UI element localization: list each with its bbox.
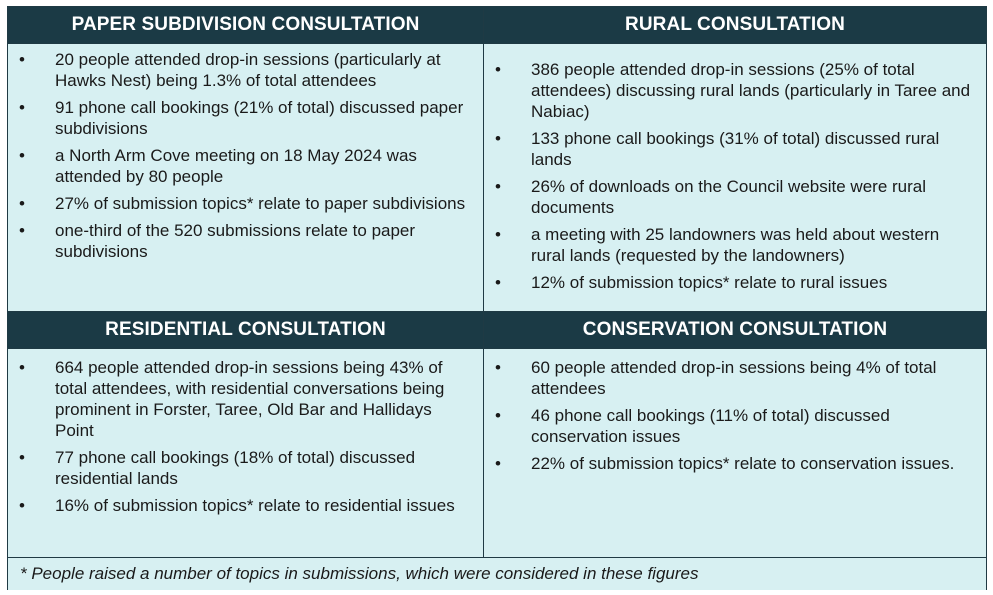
list-item: • a North Arm Cove meeting on 18 May 2024 was attended by 80 people: [8, 145, 483, 187]
residential-cell: [8, 349, 484, 557]
header-row-bottom: [8, 312, 986, 349]
residential-heading: RESIDENTIAL CONSULTATION: [8, 312, 484, 349]
residential-list: [8, 357, 483, 516]
rural-list: [484, 59, 986, 293]
list-item: • 27% of submission topics* relate to paper subdivisions: [8, 193, 483, 214]
conservation-cell: [484, 349, 986, 557]
list-item: • 386 people attended drop-in sessions (25% of total attendees) discussing rural lands (particularly in Taree and Nabiac): [484, 59, 986, 122]
list-item: • 664 people attended drop-in sessions being 43% of total attendees, with residential conversations being prominent in Forster, Taree, Old Bar and Hallidays Point: [8, 357, 483, 441]
list-item: • 77 phone call bookings (18% of total) discussed residential lands: [8, 447, 483, 489]
list-item: • 60 people attended drop-in sessions being 4% of total attendees: [484, 357, 986, 399]
paper-subdivision-heading: PAPER SUBDIVISION CONSULTATION: [8, 7, 484, 44]
rural-heading: RURAL CONSULTATION: [484, 7, 986, 44]
list-item: • a meeting with 25 landowners was held about western rural lands (requested by the landowners): [484, 224, 986, 266]
paper-subdivision-list: [8, 49, 483, 262]
consultation-summary-table: [7, 6, 987, 590]
list-item: • 133 phone call bookings (31% of total) discussed rural lands: [484, 128, 986, 170]
body-row-bottom: [8, 349, 986, 558]
paper-subdivision-cell: [8, 44, 484, 312]
conservation-list: [484, 357, 986, 474]
list-item: • 46 phone call bookings (11% of total) discussed conservation issues: [484, 405, 986, 447]
list-item: • 12% of submission topics* relate to rural issues: [484, 272, 986, 293]
header-row-top: [8, 7, 986, 44]
footnote: * People raised a number of topics in submissions, which were considered in these figures: [8, 558, 986, 590]
list-item: • 20 people attended drop-in sessions (particularly at Hawks Nest) being 1.3% of total attendees: [8, 49, 483, 91]
conservation-heading: CONSERVATION CONSULTATION: [484, 312, 986, 349]
list-item: • 26% of downloads on the Council website were rural documents: [484, 176, 986, 218]
list-item: • 91 phone call bookings (21% of total) discussed paper subdivisions: [8, 97, 483, 139]
list-item: • one-third of the 520 submissions relate to paper subdivisions: [8, 220, 483, 262]
list-item: • 22% of submission topics* relate to conservation issues.: [484, 453, 986, 474]
list-item: • 16% of submission topics* relate to residential issues: [8, 495, 483, 516]
rural-cell: [484, 44, 986, 312]
body-row-top: [8, 44, 986, 312]
